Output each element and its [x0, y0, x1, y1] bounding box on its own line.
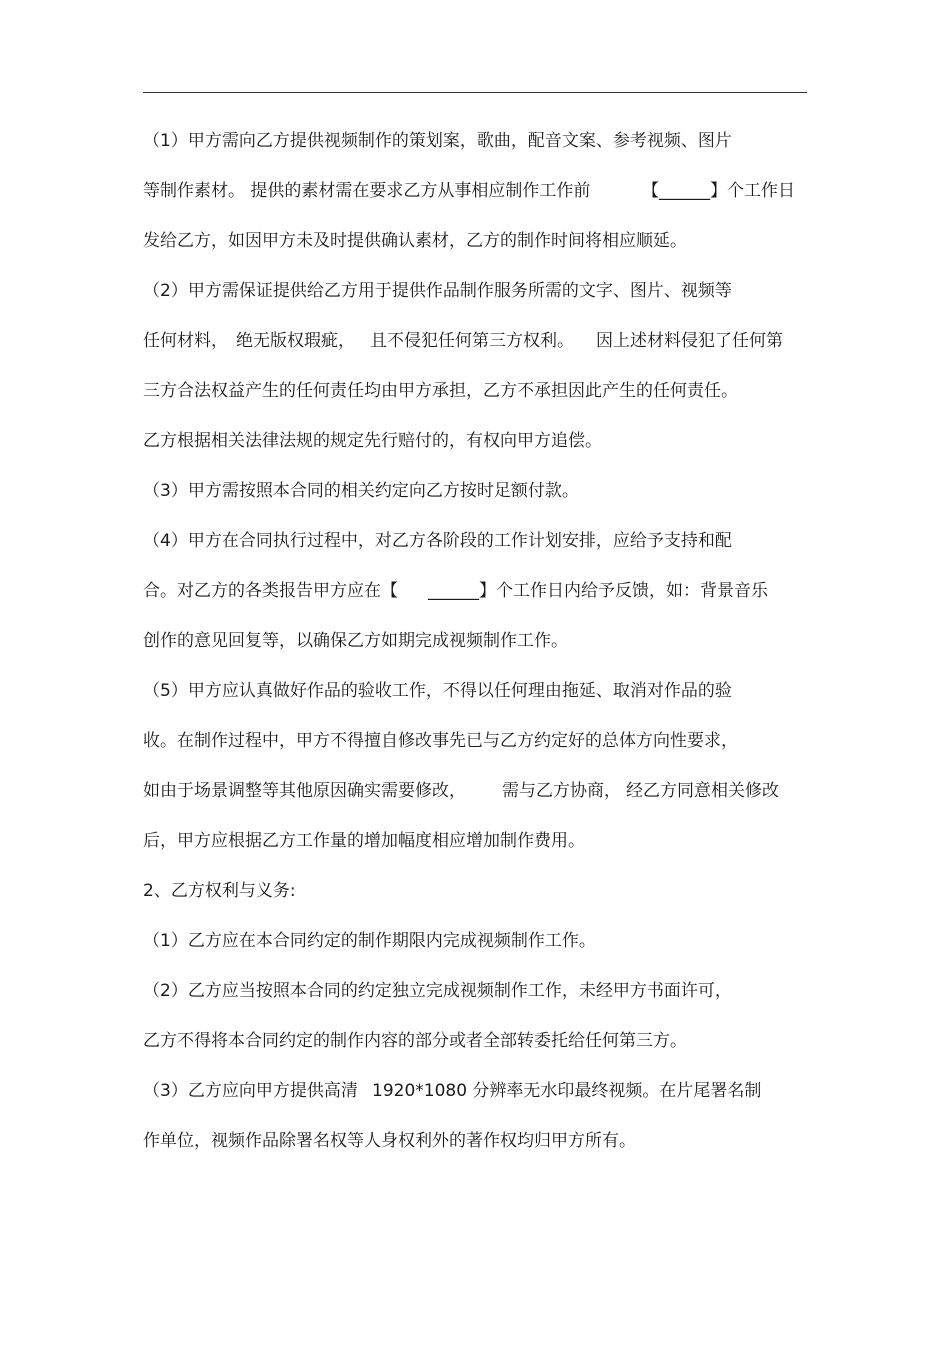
text-segment: 三方合法权益产生的任何责任均由甲方承担，乙方不承担因此产生的任何责任。	[143, 381, 738, 401]
text-segment: 绝无版权瑕疵，	[236, 331, 355, 351]
text-line	[0, 628, 950, 654]
text-line	[0, 1128, 950, 1154]
text-segment: 2、乙方权利与义务:	[143, 881, 296, 901]
text-line	[0, 178, 950, 204]
text-line	[0, 528, 950, 554]
text-line	[0, 478, 950, 504]
text-segment: 收。在制作过程中，甲方不得擅自修改事先已与乙方约定好的总体方向性要求，	[143, 731, 738, 751]
text-segment: （3）乙方应向甲方提供高清	[143, 1081, 358, 1101]
text-line	[0, 1078, 950, 1104]
text-segment: 乙方不得将本合同约定的制作内容的部分或者全部转委托给任何第三方。	[143, 1031, 687, 1051]
text-segment: 创作的意见回复等，以确保乙方如期完成视频制作工作。	[143, 631, 568, 651]
text-segment: （1）甲方需向乙方提供视频制作的策划案，歌曲，配音文案、参考视频、图片	[143, 131, 732, 151]
text-segment: （2）甲方需保证提供给乙方用于提供作品制作服务所需的文字、图片、视频等	[143, 281, 732, 301]
text-segment: 【______】个工作日	[642, 181, 795, 201]
text-segment: （2）乙方应当按照本合同的约定独立完成视频制作工作，未经甲方书面许可，	[143, 981, 732, 1001]
text-segment: 需与乙方协商，	[502, 781, 621, 801]
text-segment: 等制作素材。 提供的素材需在要求乙方从事相应制作工作前	[143, 181, 591, 201]
section-heading	[0, 878, 950, 904]
text-line	[0, 778, 950, 804]
text-segment: 发给乙方，如因甲方未及时提供确认素材，乙方的制作时间将相应顺延。	[143, 231, 687, 251]
text-line	[0, 1028, 950, 1054]
text-segment: 乙方根据相关法律法规的规定先行赔付的，有权向甲方追偿。	[143, 431, 602, 451]
text-segment: 任何材料，	[143, 331, 228, 351]
text-line	[0, 378, 950, 404]
text-line	[0, 928, 950, 954]
text-segment: （5）甲方应认真做好作品的验收工作，不得以任何理由拖延、取消对作品的验	[143, 681, 732, 701]
text-segment: 后，甲方应根据乙方工作量的增加幅度相应增加制作费用。	[143, 831, 585, 851]
text-line	[0, 978, 950, 1004]
text-segment: 如由于场景调整等其他原因确实需要修改，	[143, 781, 466, 801]
text-line	[0, 828, 950, 854]
text-segment: （3）甲方需按照本合同的相关约定向乙方按时足额付款。	[143, 481, 579, 501]
text-line	[0, 228, 950, 254]
text-segment: 因上述材料侵犯了任何第	[596, 331, 783, 351]
text-segment: （1）乙方应在本合同约定的制作期限内完成视频制作工作。	[143, 931, 596, 951]
text-line	[0, 728, 950, 754]
text-line	[0, 428, 950, 454]
text-line	[0, 328, 950, 354]
text-line	[0, 678, 950, 704]
text-line	[0, 578, 950, 604]
text-segment: 且不侵犯任何第三方权利。	[370, 331, 574, 351]
text-line	[0, 128, 950, 154]
text-segment: 1920*1080 分辨率无水印最终视频。在片尾署名制	[372, 1081, 762, 1101]
text-line	[0, 278, 950, 304]
text-segment: 经乙方同意相关修改	[626, 781, 779, 801]
text-segment: 作单位，视频作品除署名权等人身权利外的著作权均归甲方所有。	[143, 1131, 636, 1151]
text-segment: ______】个工作日内给予反馈，如：背景音乐	[428, 581, 768, 601]
text-segment: （4）甲方在合同执行过程中，对乙方各阶段的工作计划安排，应给予支持和配	[143, 531, 732, 551]
text-segment: 合。对乙方的各类报告甲方应在【	[143, 581, 398, 601]
